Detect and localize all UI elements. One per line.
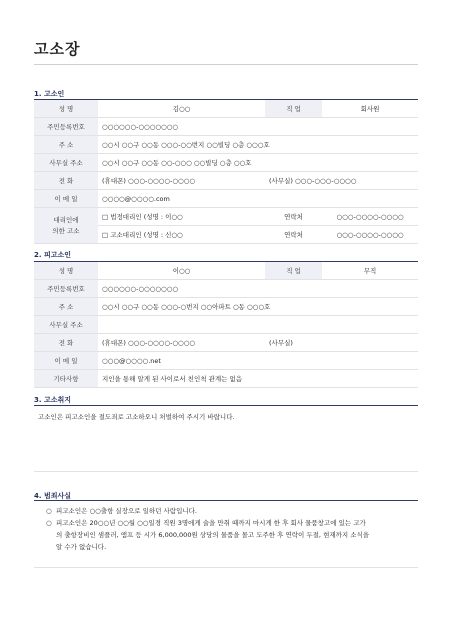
agent-legal [98, 208, 265, 226]
list-item [46, 505, 412, 517]
agent-proxy [98, 226, 265, 244]
value-contact-b: ○○○-○○○○-○○○○ [322, 226, 418, 244]
section-heading-purpose: 3. 고소취지 [34, 396, 72, 404]
fact-text-line3: 알 수가 없습니다. [56, 543, 107, 551]
list-item [46, 517, 412, 553]
circle-bullet-icon: ○ [46, 519, 52, 527]
label-email: 이 메 일 [34, 190, 98, 208]
proxy-agent-checkbox[interactable]: □ [102, 231, 109, 239]
defendant-table [34, 261, 418, 388]
label-phone: 전 화 [34, 172, 98, 190]
value-address: ○○시 ○○구 ○○동 ○○○-○번지 ○○아파트 ○동 ○○○호 [98, 298, 418, 316]
purpose-box [34, 405, 418, 472]
value-email: ○○○○@○○○○.com [98, 190, 418, 208]
label-contact-a: 연락처 [265, 208, 322, 226]
facts-box [34, 500, 418, 568]
label-agent [34, 208, 98, 244]
value-office-phone: (사무실) ○○○-○○○-○○○○ [265, 172, 418, 190]
label-agent-line1: 대리인에 [53, 215, 79, 224]
legal-agent-text: 법정대리인 (성명 : 이○○ [110, 213, 183, 221]
fact-text-line2: 의 출항장비인 샘플러, 앰프 등 시가 6,000,000원 상당의 물품을 몰고 도주한 후 연락이 두절, 현재까지 소식을 [56, 531, 370, 539]
facts-list [34, 505, 418, 553]
document-title: 고소장 [34, 40, 81, 58]
value-mobile: (휴대폰) ○○○-○○○○-○○○○ [98, 172, 265, 190]
title-divider [34, 64, 418, 65]
value-etc: 지인을 통해 알게 된 사이로서 친인척 관계는 없음 [98, 370, 418, 388]
section-heading-facts: 4. 범죄사실 [34, 492, 72, 500]
circle-bullet-icon: ○ [46, 507, 52, 515]
value-name: 김○○ [98, 100, 265, 118]
label-office-address: 사무실 주소 [34, 154, 98, 172]
label-job: 직 업 [265, 262, 322, 280]
complainant-table [34, 99, 418, 244]
label-contact-b: 연락처 [265, 226, 322, 244]
section-heading-complainant: 1. 고소인 [34, 90, 65, 98]
value-office-address [98, 316, 418, 334]
label-office-address: 사무실 주소 [34, 316, 98, 334]
label-rrn: 주민등록번호 [34, 280, 98, 298]
section-heading-defendant: 2. 피고소인 [34, 251, 72, 259]
label-etc: 기타사항 [34, 370, 98, 388]
value-name: 이○○ [98, 262, 265, 280]
label-name: 성 명 [34, 262, 98, 280]
label-email: 이 메 일 [34, 352, 98, 370]
label-rrn: 주민등록번호 [34, 118, 98, 136]
label-address: 주 소 [34, 136, 98, 154]
label-job: 직 업 [265, 100, 322, 118]
value-rrn: ○○○○○○-○○○○○○○ [98, 280, 418, 298]
value-office-phone: (사무실) [265, 334, 418, 352]
label-address: 주 소 [34, 298, 98, 316]
fact-text-line1: 피고소인은 20○○년 ○○월 ○○일경 직원 3명에게 술을 만취 때까지 마시게 한 후 회사 물품창고에 있는 고가 [56, 519, 366, 527]
value-office-address: ○○시 ○○구 ○○동 ○○-○○○ ○○빌딩 ○층 ○○호 [98, 154, 418, 172]
fact-text: 피고소인은 ○○출항 실장으로 일하던 사람입니다. [56, 507, 197, 515]
value-rrn: ○○○○○○-○○○○○○○ [98, 118, 418, 136]
purpose-text: 고소인은 피고소인을 절도죄로 고소하오니 처벌하여 주시기 바랍니다. [38, 413, 235, 421]
label-phone: 전 화 [34, 334, 98, 352]
value-job: 무직 [322, 262, 418, 280]
proxy-agent-text: 고소대리인 (성명 : 신○○ [110, 231, 183, 239]
value-job: 회사원 [322, 100, 418, 118]
label-name: 성 명 [34, 100, 98, 118]
label-agent-line2: 의한 고소 [52, 226, 80, 235]
value-address: ○○시 ○○구 ○○동 ○○○-○○번지 ○○빌딩 ○층 ○○○호 [98, 136, 418, 154]
legal-agent-checkbox[interactable]: □ [102, 213, 109, 221]
value-email: ○○○@○○○○.net [98, 352, 418, 370]
value-mobile: (휴대폰) ○○○-○○○○-○○○○ [98, 334, 265, 352]
value-contact-a: ○○○-○○○○-○○○○ [322, 208, 418, 226]
